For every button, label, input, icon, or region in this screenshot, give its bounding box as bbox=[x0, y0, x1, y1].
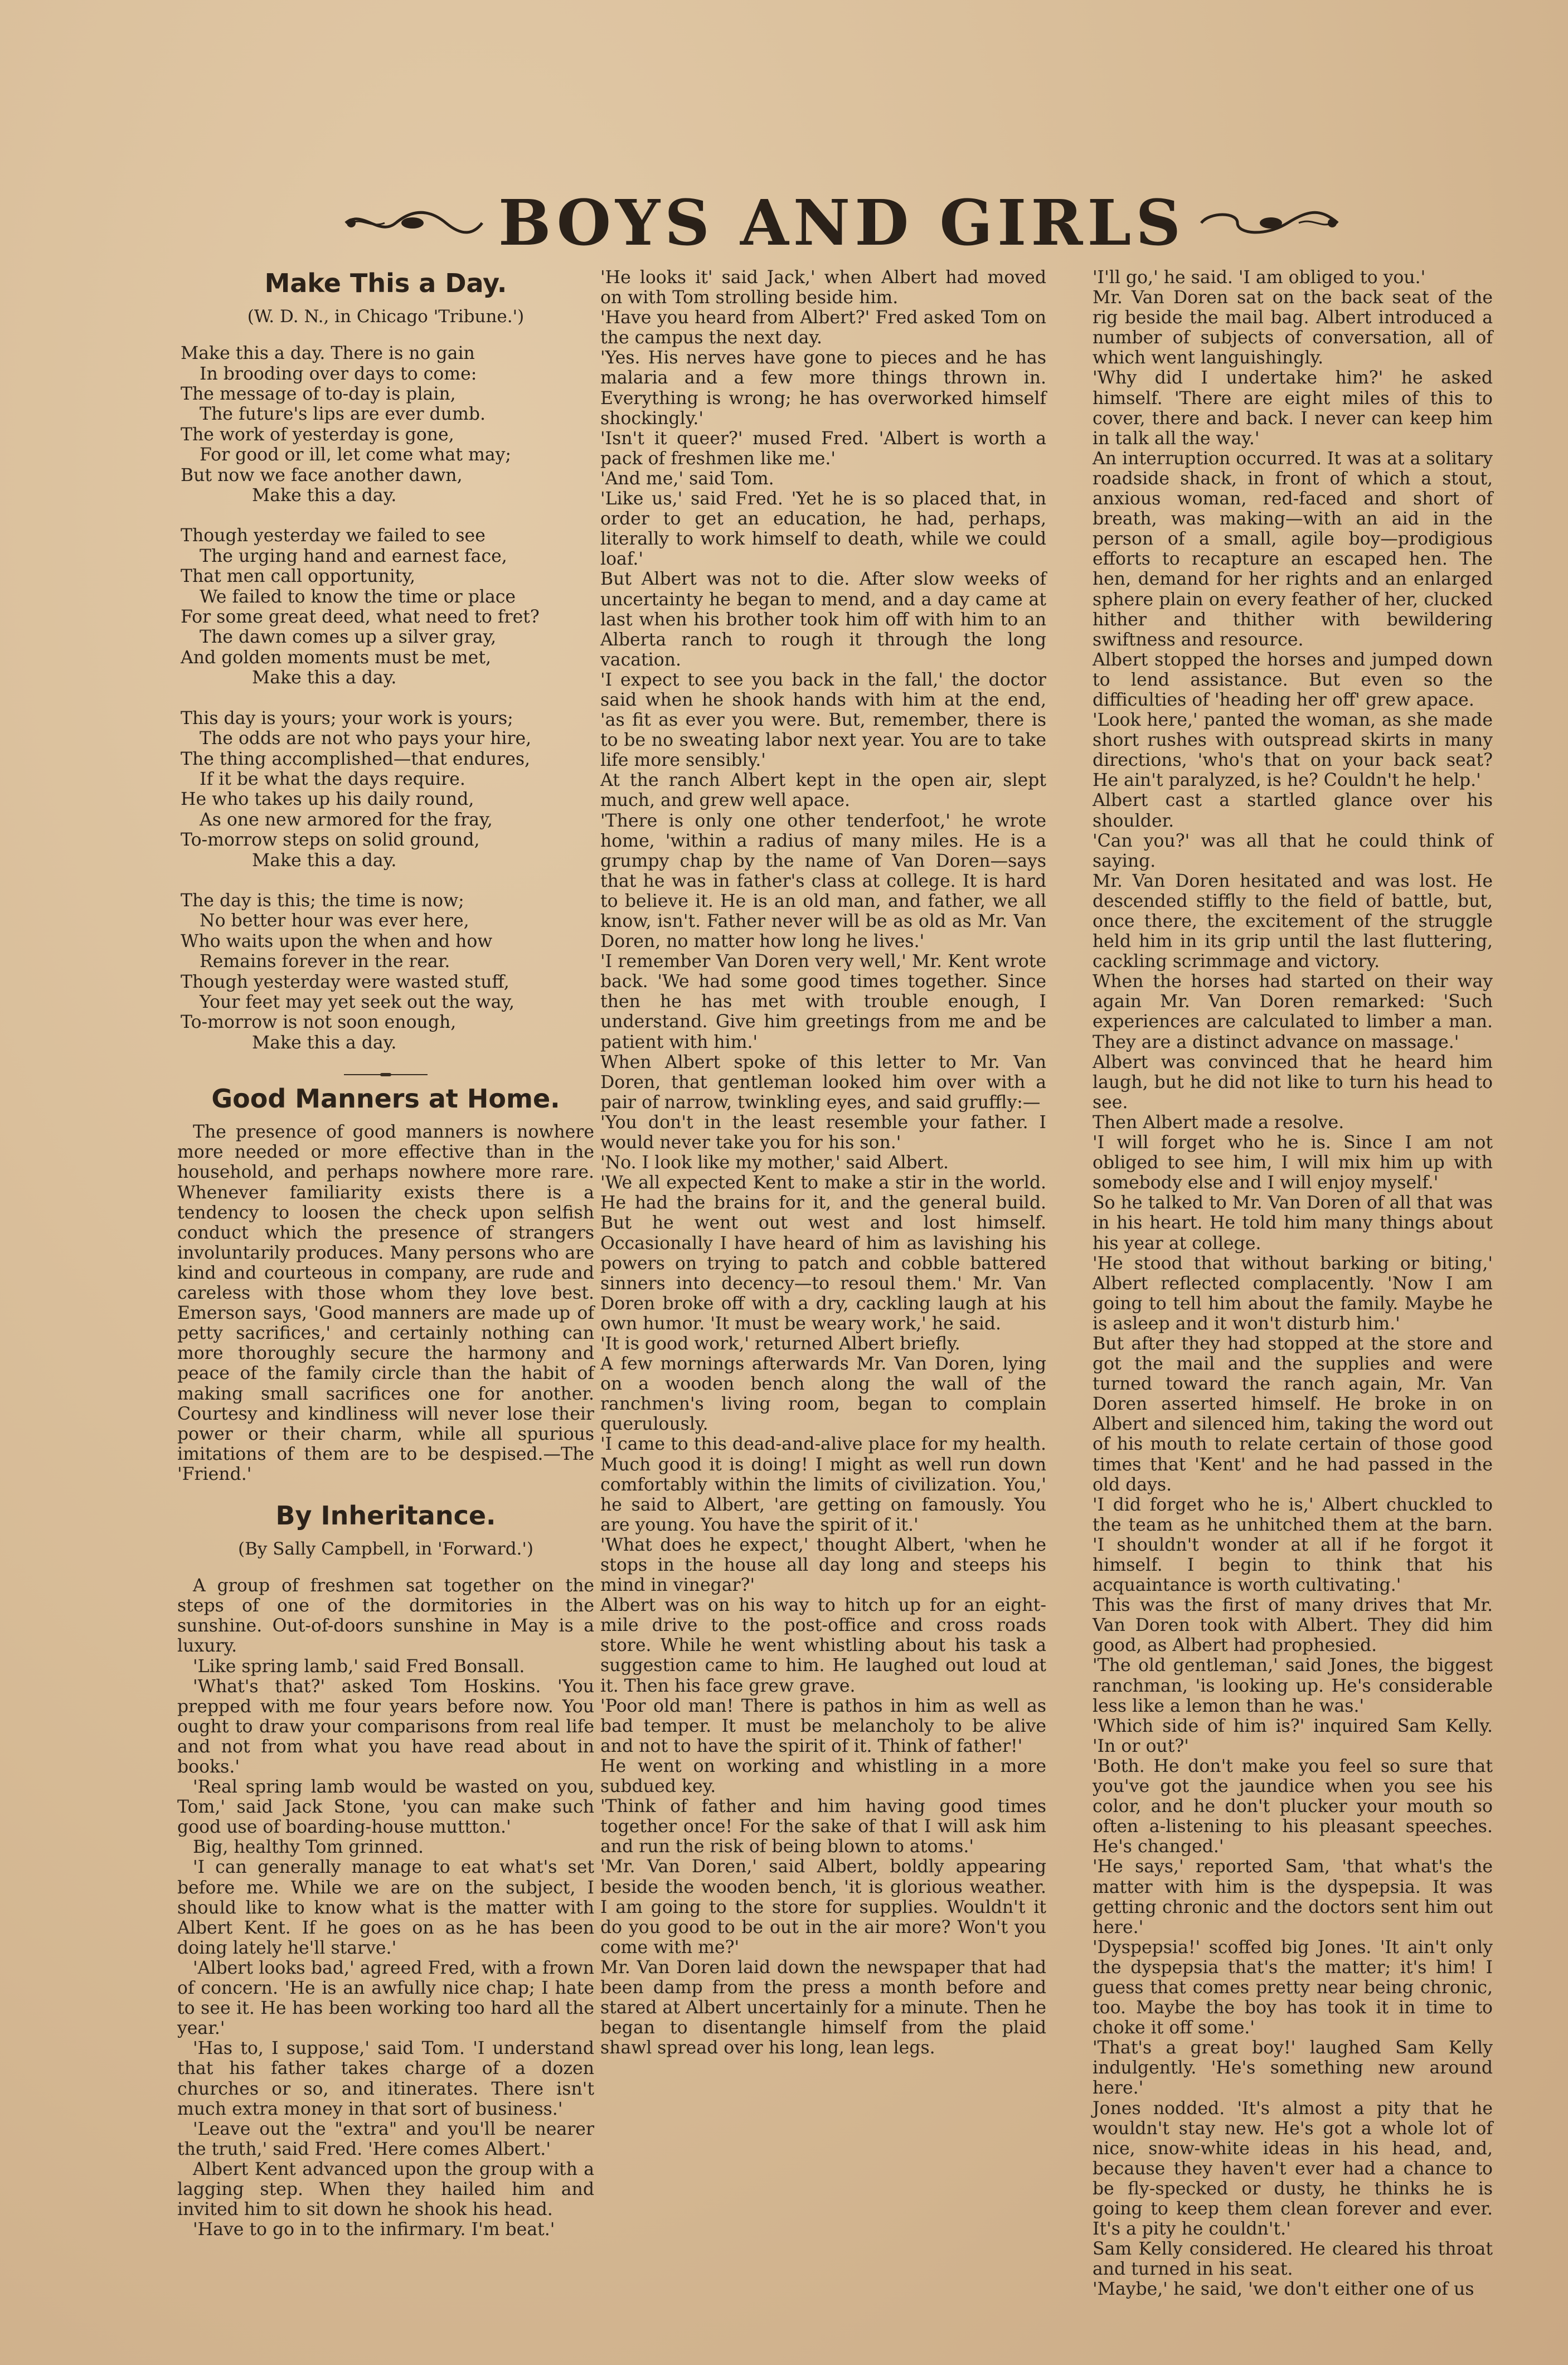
paragraph: An interruption occurred. It was at a solitary roadside shack, in front of which a stout, anxious woman, red-faced and short of breath, was making—with an aid in the person of a small, agile boy—prodigious efforts to recapture an escaped hen. The hen, demand for her rights and an enlarged sphere plain on every feather of her, clucked hither and thither with bewildering swiftness and resource. bbox=[1093, 448, 1493, 650]
paragraph: 'I'll go,' he said. 'I am obliged to you.' bbox=[1093, 268, 1426, 288]
poem-line: For good or ill, let come what may; bbox=[200, 445, 512, 465]
poem-line: Though yesterday were wasted stuff, bbox=[181, 972, 509, 992]
paragraph: So he talked to Mr. Van Doren of all that was in his heart. He told him many things about his year at college. bbox=[1093, 1193, 1493, 1254]
poem-line: Your feet may yet seek out the way, bbox=[200, 992, 515, 1012]
paragraph: 'I will forget who he is. Since I am not obliged to see him, I will mix him up with somebody else and I will enjoy myself.' bbox=[1093, 1133, 1493, 1193]
poem-line: The odds are not who pays your hire, bbox=[200, 729, 532, 749]
paragraph: Mr. Van Doren sat on the back seat of the rig beside the mail bag. Albert introduced a number of subjects of conversation, all of which went languishingly. bbox=[1093, 288, 1493, 368]
poem-line: The message of to-day is plain, bbox=[181, 384, 456, 404]
poem-line: That men call opportunity, bbox=[181, 566, 416, 587]
poem-stanza bbox=[181, 526, 594, 688]
poem-line: Make this a day. There is no gain bbox=[181, 343, 475, 364]
paragraph: Albert was on his way to hitch up for an eight-mile drive to the post-office and cross roads store. While he went whistling about his task a suggestion came to him. He laughed out loud at it. Then his face grew grave. bbox=[600, 1595, 1046, 1696]
poem-line: This day is yours; your work is yours; bbox=[181, 708, 513, 729]
column-1 bbox=[177, 268, 594, 2240]
poem bbox=[181, 343, 594, 1053]
paragraph: Sam Kelly considered. He cleared his throat and turned in his seat. bbox=[1093, 2239, 1493, 2280]
poem-line: Make this a day. bbox=[252, 850, 397, 871]
poem-line: Make this a day. bbox=[252, 668, 397, 688]
paragraph: 'Dyspepsia!' scoffed big Jones. 'It ain't only the dyspepsia that's the matter; it's him! I guess that comes pretty near being chronic, too. Maybe the boy has took it in time to choke it off some.' bbox=[1093, 1937, 1493, 2038]
paragraph: 'Yes. His nerves have gone to pieces and he has malaria and a few more things thrown in. Everything is wrong; he has overworked himself shockingly.' bbox=[600, 348, 1046, 429]
paragraph: 'He says,' reported Sam, 'that what's the matter with him is the dyspepsia. It was getting chronic and the doctors sent him out here.' bbox=[1093, 1857, 1493, 1937]
poem-line: In brooding over days to come: bbox=[200, 363, 477, 384]
paragraph: 'Have you heard from Albert?' Fred asked Tom on the campus the next day. bbox=[600, 308, 1046, 348]
paragraph: 'Both. He don't make you feel so sure that you've got the jaundice when you see his color, and he don't plucker your mouth so often a-listening to his pleasant speeches. He's changed.' bbox=[1093, 1756, 1493, 1857]
poem-line: Who waits upon the when and how bbox=[181, 931, 493, 951]
poem-byline: (W. D. N., in Chicago 'Tribune.') bbox=[247, 307, 525, 327]
paragraph: Then Albert made a resolve. bbox=[1093, 1112, 1344, 1133]
paragraph: 'Have to go in to the infirmary. I'm beat.' bbox=[193, 2220, 555, 2240]
paragraph: At the ranch Albert kept in the open air, slept much, and grew well apace. bbox=[600, 770, 1046, 811]
paragraph: Mr. Van Doren hesitated and was lost. He descended stiffly to the field of battle, but, once there, the excitement of the struggle held him in its grip until the last fluttering, cackling scrimmage and victory. bbox=[1093, 871, 1493, 972]
poem-line: Though yesterday we failed to see bbox=[181, 526, 486, 546]
paragraph: This was the first of many drives that Mr. Van Doren took with Albert. They did him good, as Albert had prophesied. bbox=[1093, 1595, 1493, 1656]
masthead bbox=[312, 184, 1371, 262]
paragraph: 'It is good work,' returned Albert briefly. bbox=[600, 1333, 960, 1354]
paragraph: 'Poor old man! There is pathos in him as well as bad temper. It must be melancholy to be alive and not to have the spirit of it. Think of father!' bbox=[600, 1696, 1046, 1756]
paragraph: But after they had stopped at the store and got the mail and the supplies and were turned toward the ranch again, Mr. Van Doren asserted himself. He broke in on Albert and silenced him, taking the word out of his mouth to relate certain of those good times that 'Kent' and he had passed in the old days. bbox=[1093, 1333, 1493, 1495]
manners-paragraph: The presence of good manners is nowhere more needed or more effective than in the household, and perhaps nowhere more rare. Whenever familiarity exists there is a tendency to loosen the check upon selfish conduct which the presence of strangers involuntarily produces. Many persons who are kind and courteous in company, are rude and careless with those whom they love best. Emerson says, 'Good manners are made up of petty sacrifices,' and certainly nothing can more thoroughly secure the harmony and peace of the family circle than the habit of making small sacrifices one for another. Courtesy and kindliness will never lose their power or their charm, while all spurious imitations of them are to be despised.—The 'Friend.' bbox=[177, 1122, 594, 1484]
paragraph: 'Like us,' said Fred. 'Yet he is so placed that, in order to get an education, he had, perhaps, literally to work himself to death, while we could loaf.' bbox=[600, 489, 1046, 570]
poem-line: Make this a day. bbox=[252, 1032, 397, 1053]
poem-line: The day is this; the time is now; bbox=[181, 890, 464, 911]
poem-line: The thing accomplished—that endures, bbox=[181, 749, 531, 769]
paragraph: 'Which side of him is?' inquired Sam Kelly. 'In or out?' bbox=[1093, 1716, 1493, 1756]
paragraph: 'He looks it' said Jack,' when Albert had moved on with Tom strolling beside him. bbox=[600, 268, 1046, 308]
paragraph: Albert cast a startled glance over his shoulder. bbox=[1093, 790, 1493, 831]
paragraph: 'Real spring lamb would be wasted on you, Tom,' said Jack Stone, 'you can make such good use of boarding-house muttton.' bbox=[177, 1777, 594, 1838]
paragraph: A few mornings afterwards Mr. Van Doren, lying on a wooden bench along the wall of the ranchmen's living room, began to complain querulously. bbox=[600, 1354, 1046, 1435]
paragraph: 'What's that?' asked Tom Hoskins. 'You prepped with me four years before now. You ought to draw your comparisons from real life and not from what you have read about in books.' bbox=[177, 1676, 594, 1777]
poem-line: The future's lips are ever dumb. bbox=[200, 404, 486, 425]
paragraph: When Albert spoke of this letter to Mr. Van Doren, that gentleman looked him over with a pair of narrow, twinkling eyes, and said gruffly:— bbox=[600, 1052, 1046, 1113]
poem-line: No better hour was ever here, bbox=[200, 911, 469, 931]
paragraph: Jones nodded. 'It's almost a pity that he wouldn't stay new. He's got a whole lot of nice, snow-white ideas in his head, and, because they haven't ever had a chance to be fly-specked or dusty, he thinks he is going to keep them clean forever and ever. It's a pity he couldn't.' bbox=[1093, 2098, 1493, 2240]
paragraph: 'Can you?' was all that he could think of saying. bbox=[1093, 831, 1493, 871]
left-flourish-ornament bbox=[340, 203, 485, 242]
paragraph: 'Think of father and him having good times together once! For the sake of that I will ask him and run the risk of being blown to atoms.' bbox=[600, 1796, 1046, 1857]
poem-line: We failed to know the time or place bbox=[200, 586, 516, 607]
column-3 bbox=[1093, 268, 1493, 2299]
story-title: By Inheritance. bbox=[275, 1500, 496, 1531]
poem-stanza bbox=[181, 343, 594, 506]
paragraph: 'Albert looks bad,' agreed Fred, with a frown of concern. 'He is an awfully nice chap; I hate to see it. He has been working too hard all the year.' bbox=[177, 1958, 594, 2039]
paragraph: Big, healthy Tom grinned. bbox=[193, 1837, 424, 1858]
poem-line: If it be what the days require. bbox=[200, 769, 465, 789]
paragraph: 'Has to, I suppose,' said Tom. 'I understand that his father takes charge of a dozen churches or so, and itinerates. There isn't much extra money in that sort of business.' bbox=[177, 2038, 594, 2119]
paragraph: 'What does he expect,' thought Albert, 'when he stops in the house all day long and steeps his mind in vinegar?' bbox=[600, 1534, 1046, 1596]
poem-stanza bbox=[181, 708, 594, 871]
story-byline: (By Sally Campbell, in 'Forward.') bbox=[237, 1539, 534, 1560]
paragraph: A group of freshmen sat together on the steps of one of the dormitories in the sunshine. Out-of-doors sunshine in May is a luxury. bbox=[177, 1576, 594, 1657]
poem-line: To-morrow steps on solid ground, bbox=[181, 830, 480, 851]
poem-line: To-morrow is not soon enough, bbox=[181, 1012, 457, 1033]
poem-stanza bbox=[181, 891, 594, 1053]
poem-line: Make this a day. bbox=[252, 485, 397, 506]
paragraph: When the horses had started on their way again Mr. Van Doren remarked: 'Such experiences are calculated to limber a man. They are a distinct advance on massage.' bbox=[1093, 972, 1493, 1052]
paragraph: 'I did forget who he is,' Albert chuckled to the team as he unhitched them at the barn. 'I shouldn't wonder at all if he forgot it himself. I begin to think that his acquaintance is worth cultivating.' bbox=[1093, 1494, 1493, 1596]
poem-line: The urging hand and earnest face, bbox=[200, 546, 507, 566]
right-flourish-ornament bbox=[1198, 203, 1343, 242]
poem-line: The dawn comes up a silver gray, bbox=[200, 627, 497, 648]
paragraph: Albert was convinced that he heard him laugh, but he did not like to turn his head to see. bbox=[1093, 1052, 1493, 1113]
paragraph: 'I came to this dead-and-alive place for my health. Much good it is doing! I might as well run down comfortably within the limits of civilization. You,' he said to Albert, 'are getting on famously. You are young. You have the spirit of it.' bbox=[600, 1434, 1046, 1535]
paragraph: 'That's a great boy!' laughed Sam Kelly indulgently. 'He's something new around here.' bbox=[1093, 2038, 1493, 2099]
column-2 bbox=[600, 268, 1046, 2058]
paragraph: 'And me,' said Tom. bbox=[600, 468, 774, 489]
paragraph: 'Maybe,' he said, 'we don't either one of us bbox=[1093, 2279, 1474, 2300]
paragraph: 'He stood that without barking or biting,' Albert reflected complacently. 'Now I am going to tell him about the family. Maybe he is asleep and it won't disturb him.' bbox=[1093, 1253, 1493, 1334]
poem-line: But now we face another dawn, bbox=[181, 465, 463, 485]
story-column-1-text bbox=[177, 1576, 594, 2240]
paragraph: 'No. I look like my mother,' said Albert. bbox=[600, 1153, 949, 1173]
paragraph: 'You don't in the least resemble your father. I would never take you for his son.' bbox=[600, 1112, 1046, 1153]
paragraph: He went on working and whistling in a more subdued key. bbox=[600, 1756, 1046, 1797]
paragraph: 'Why did I undertake him?' he asked himself. 'There are eight miles of this to cover, there and back. I never can keep him in talk all the way.' bbox=[1093, 368, 1493, 449]
paragraph: 'Like spring lamb,' said Fred Bonsall. bbox=[193, 1656, 525, 1677]
section-divider bbox=[344, 1073, 428, 1076]
paragraph: 'Leave out the "extra" and you'll be nearer the truth,' said Fred. 'Here comes Albert.' bbox=[177, 2119, 594, 2159]
paragraph: 'Isn't it queer?' mused Fred. 'Albert is worth a pack of freshmen like me.' bbox=[600, 428, 1046, 469]
poem-line: For some great deed, what need to fret? bbox=[181, 607, 540, 628]
poem-title: Make This a Day. bbox=[264, 268, 507, 298]
poem-line: The work of yesterday is gone, bbox=[181, 424, 454, 445]
paragraph: But Albert was not to die. After slow weeks of uncertainty he began to mend, and a day came at last when his brother took him off with him to an Alberta ranch to rough it through the long vacation. bbox=[600, 569, 1046, 670]
paragraph: 'There is only one other tenderfoot,' he wrote home, 'within a radius of many miles. He is a grumpy chap by the name of Van Doren—says that he was in father's class at college. It is hard to believe it. He is an old man, and father, we all know, isn't. Father never will be as old as Mr. Van Doren, no matter how long he lives.' bbox=[600, 810, 1046, 952]
poem-line: He who takes up his daily round, bbox=[181, 789, 474, 810]
paragraph: 'I expect to see you back in the fall,' the doctor said when he shook hands with him at the end, 'as fit as ever you were. But, remember, there is to be no sweating labor next year. You are to take life more sensibly.' bbox=[600, 669, 1046, 771]
paragraph: Mr. Van Doren laid down the newspaper that had been damp from the press a month before and stared at Albert uncertainly for a minute. Then he began to disentangle himself from the plaid shawl spread over his long, lean legs. bbox=[600, 1957, 1046, 2058]
paragraph: 'We all expected Kent to make a stir in the world. He had the brains for it, and the general build. But he went out west and lost himself. Occasionally I have heard of him as lavishing his powers on trying to patch and cobble battered sinners into decency—to resoul them.' Mr. Van Doren broke off with a dry, cackling laugh at his own humor. 'It must be weary work,' he said. bbox=[600, 1173, 1046, 1334]
poem-line: And golden moments must be met, bbox=[181, 647, 491, 668]
poem-line: As one new armored for the fray, bbox=[200, 809, 493, 830]
paragraph: 'I can generally manage to eat what's set before me. While we are on the subject, I should like to know what is the matter with Albert Kent. If he goes on as he has been doing lately he'll starve.' bbox=[177, 1857, 594, 1958]
paragraph: 'Mr. Van Doren,' said Albert, boldly appearing beside the wooden bench, 'it is glorious weather. I am going to the store for supplies. Wouldn't it do you good to be out in the air more? Won't you come with me?' bbox=[600, 1857, 1046, 1958]
paragraph: 'The old gentleman,' said Jones, the biggest ranchman, 'is looking up. He's considerable less like a lemon than he was.' bbox=[1093, 1655, 1493, 1716]
paragraph: 'I remember Van Doren very well,' Mr. Kent wrote back. 'We had some good times together. Since then he has met with trouble enough, I understand. Give him greetings from me and be patient with him.' bbox=[600, 951, 1046, 1052]
masthead-title: BOYS AND GIRLS bbox=[498, 186, 1186, 260]
paragraph: Albert Kent advanced upon the group with a lagging step. When they hailed him and invited him to sit down he shook his head. bbox=[177, 2159, 594, 2220]
manners-title: Good Manners at Home. bbox=[211, 1084, 560, 1114]
paragraph: Albert stopped the horses and jumped down to lend assistance. But even so the difficulties of 'heading her off' grew apace. bbox=[1093, 649, 1493, 710]
paragraph: 'Look here,' panted the woman, as she made short rushes with outspread skirts in many directions, 'who's that on your back seat? He ain't paralyzed, is he? Couldn't he help.' bbox=[1093, 710, 1493, 791]
poem-line: Remains forever in the rear. bbox=[200, 951, 450, 972]
